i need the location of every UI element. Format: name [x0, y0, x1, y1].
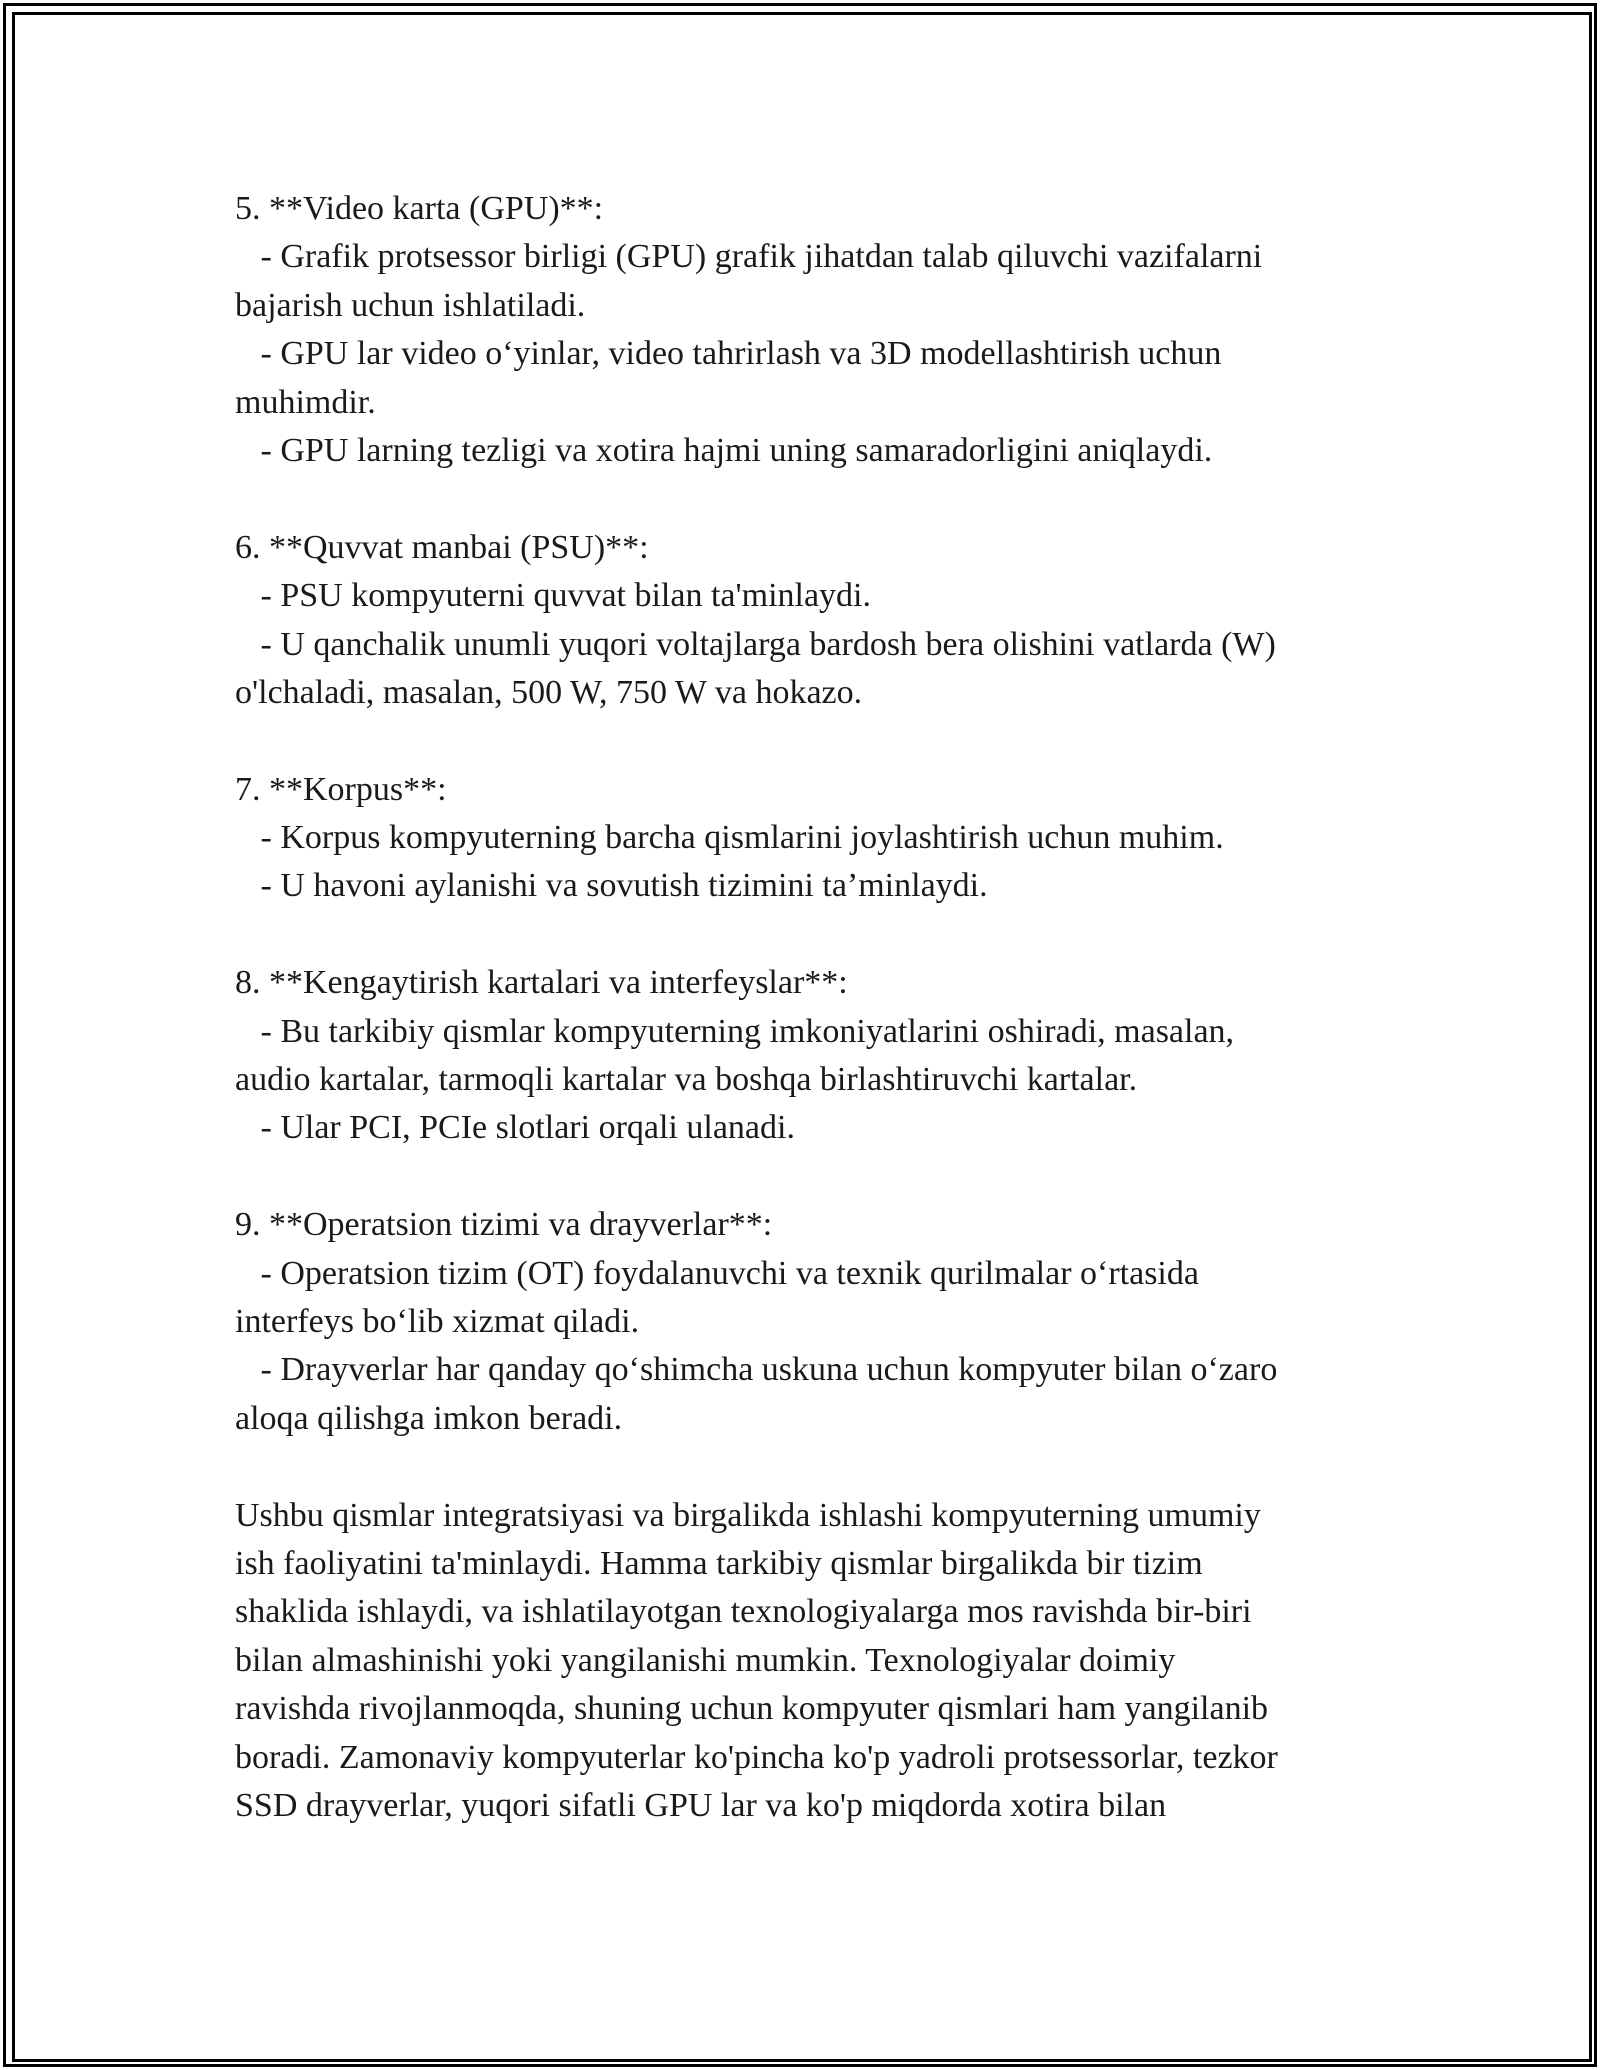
text-line: - Ular PCI, PCIe slotlari orqali ulanadi. — [235, 1109, 795, 1147]
text-line: - U havoni aylanishi va sovutish tizimini ta’minlaydi. — [235, 867, 988, 905]
text-line: - Grafik protsessor birligi (GPU) grafik jihatdan talab qiluvchi vazifalarni — [235, 238, 1263, 276]
text-line: - Operatsion tizim (OT) foydalanuvchi va texnik qurilmalar o‘rtasida — [235, 1254, 1199, 1292]
text-line: bilan almashinishi yoki yangilanishi mumkin. Texnologiyalar doimiy — [235, 1641, 1176, 1679]
section-heading: 8. **Kengaytirish kartalari va interfeyslar**: — [235, 964, 848, 1002]
summary-paragraph — [235, 1492, 1375, 1831]
text-line: - Korpus kompyuterning barcha qismlarini joylashtirish uchun muhim. — [235, 819, 1224, 857]
text-line: - PSU kompyuterni quvvat bilan ta'minlaydi. — [235, 577, 872, 615]
text-line: o'lchaladi, masalan, 500 W, 750 W va hokazo. — [235, 673, 863, 711]
section-quvvat-manbai — [235, 524, 1375, 718]
section-kengaytirish-kartalari — [235, 959, 1375, 1153]
text-line: - GPU larning tezligi va xotira hajmi uning samaradorligini aniqlaydi. — [235, 431, 1213, 469]
section-heading: 5. **Video karta (GPU)**: — [235, 190, 604, 227]
text-line: Ushbu qismlar integratsiyasi va birgalikda ishlashi kompyuterning umumiy — [235, 1496, 1261, 1534]
text-line: audio kartalar, tarmoqli kartalar va boshqa birlashtiruvchi kartalar. — [235, 1061, 1138, 1099]
section-video-karta — [235, 185, 1375, 475]
paragraph-gap — [235, 911, 1375, 959]
text-line: shaklida ishlaydi, va ishlatilayotgan texnologiyalarga mos ravishda bir-biri — [235, 1593, 1252, 1631]
section-operatsion-tizimi — [235, 1201, 1375, 1443]
text-line: - Drayverlar har qanday qo‘shimcha uskuna uchun kompyuter bilan o‘zaro — [235, 1351, 1278, 1389]
text-line: boradi. Zamonaviy kompyuterlar ko'pincha ko'p yadroli protsessorlar, tezkor — [235, 1738, 1278, 1776]
section-heading: 7. **Korpus**: — [235, 770, 447, 808]
paragraph-gap — [235, 1153, 1375, 1201]
paragraph-gap — [235, 717, 1375, 765]
text-line: aloqa qilishga imkon beradi. — [235, 1399, 623, 1437]
document-body — [235, 185, 1375, 1830]
text-line: - GPU lar video o‘yinlar, video tahrirlash va 3D modellashtirish uchun — [235, 335, 1222, 373]
text-line: - Bu tarkibiy qismlar kompyuterning imkoniyatlarini oshiradi, masalan, — [235, 1012, 1235, 1050]
section-heading: 6. **Quvvat manbai (PSU)**: — [235, 528, 649, 566]
text-line: interfeys bo‘lib xizmat qiladi. — [235, 1302, 640, 1340]
paragraph-gap — [235, 475, 1375, 523]
text-line: - U qanchalik unumli yuqori voltajlarga bardosh bera olishini vatlarda (W) — [235, 625, 1276, 663]
text-line: bajarish uchun ishlatiladi. — [235, 286, 586, 324]
section-heading: 9. **Operatsion tizimi va drayverlar**: — [235, 1206, 773, 1244]
section-korpus — [235, 766, 1375, 911]
paragraph-gap — [235, 1443, 1375, 1491]
text-line: muhimdir. — [235, 383, 376, 421]
text-line: ravishda rivojlanmoqda, shuning uchun kompyuter qismlari ham yangilanib — [235, 1690, 1269, 1728]
text-line: ish faoliyatini ta'minlaydi. Hamma tarkibiy qismlar birgalikda bir tizim — [235, 1544, 1203, 1582]
text-line: SSD drayverlar, yuqori sifatli GPU lar va ko'p miqdorda xotira bilan — [235, 1786, 1167, 1824]
